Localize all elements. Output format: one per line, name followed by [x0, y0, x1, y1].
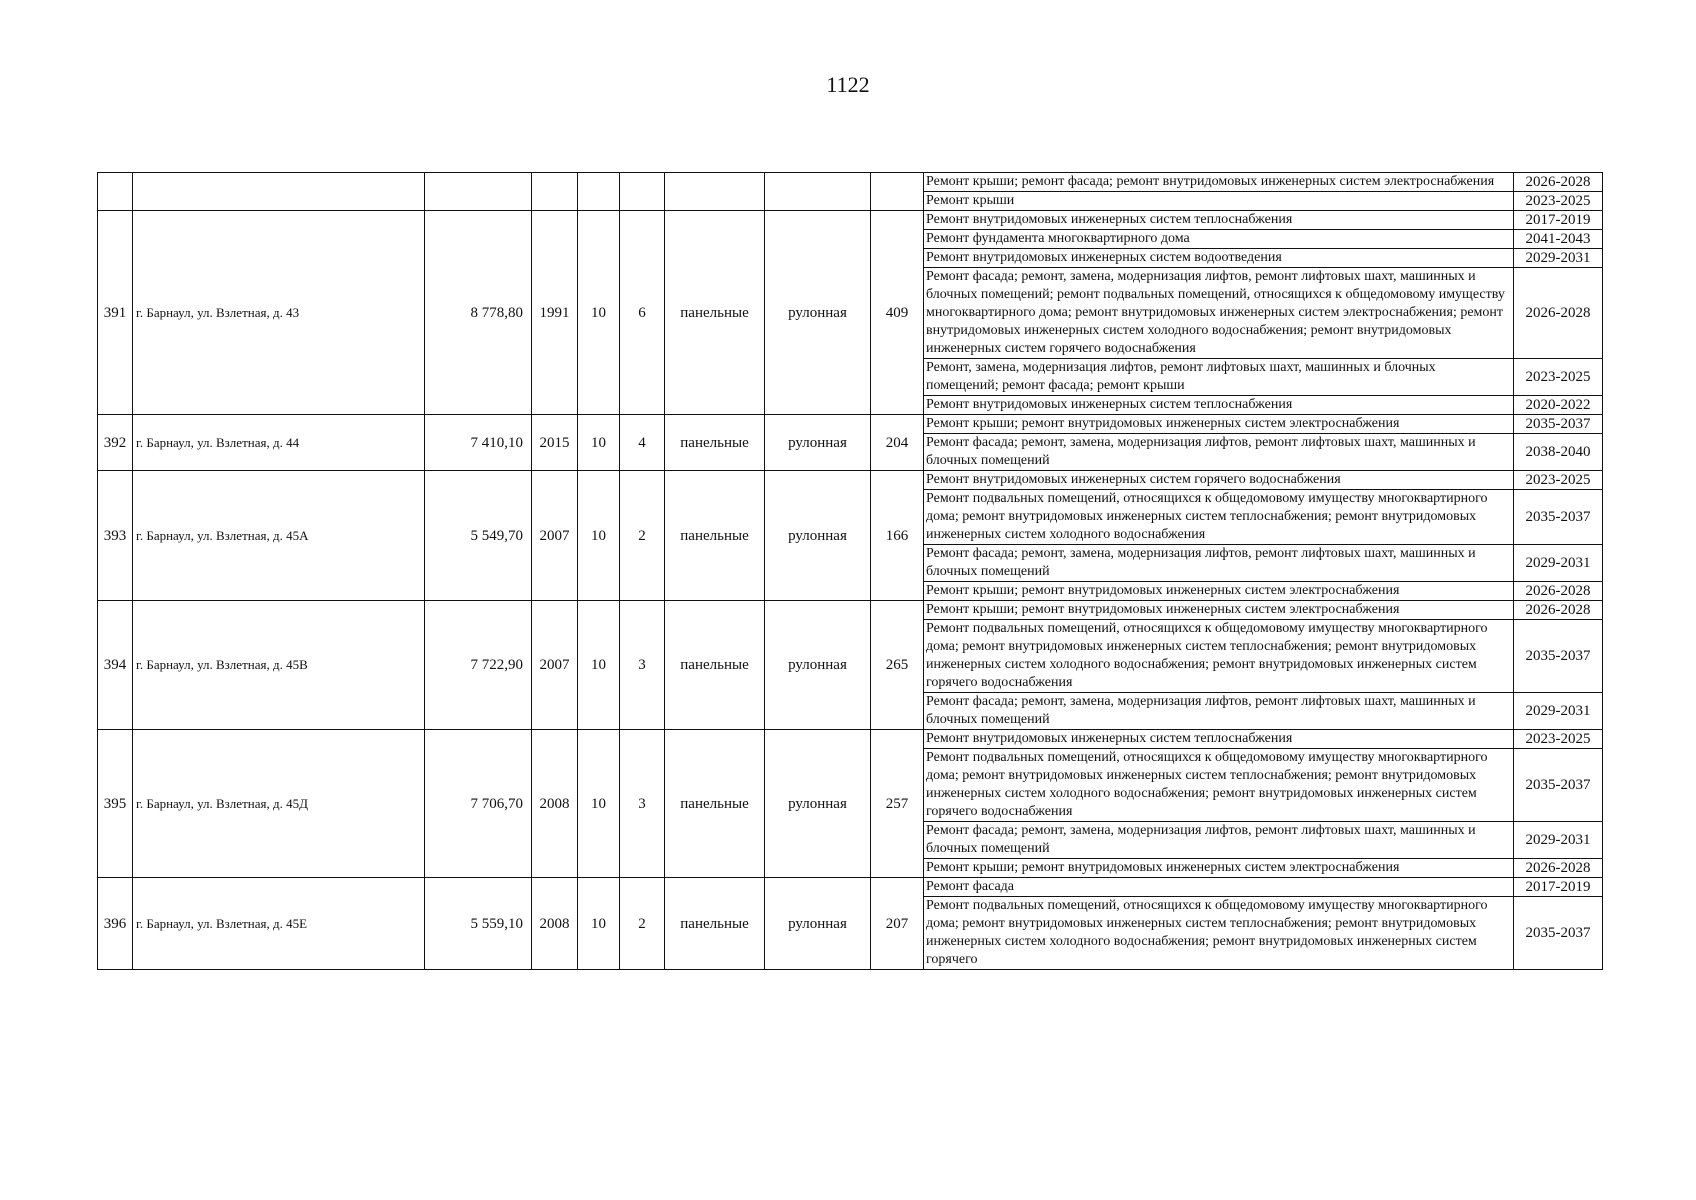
- work-period: 2026-2028: [1514, 601, 1603, 620]
- roof-type: рулонная: [765, 730, 871, 878]
- work-period: 2023-2025: [1514, 471, 1603, 490]
- build-year: 2007: [532, 471, 578, 601]
- address: г. Барнаул, ул. Взлетная, д. 45Д: [133, 730, 425, 878]
- row-number: 391: [98, 211, 133, 415]
- residents-cell: [871, 173, 924, 211]
- work-period: 2026-2028: [1514, 859, 1603, 878]
- roof-cell: [765, 173, 871, 211]
- work-description: Ремонт подвальных помещений, относящихся к общедомовому имуществу многоквартирного дома; ремонт внутридомовых инженерных систем теплоснабжения; ремонт внутридомовых инженерных систем холодного водоснабжения; ремонт внутридомовых инженерных систем горячего: [924, 897, 1514, 970]
- capital-repair-table: [97, 172, 1603, 970]
- work-period: 2029-2031: [1514, 545, 1603, 582]
- work-description: Ремонт крыши; ремонт внутридомовых инженерных систем электроснабжения: [924, 601, 1514, 620]
- work-period: 2023-2025: [1514, 730, 1603, 749]
- entrances-count: 2: [620, 878, 665, 970]
- work-description: Ремонт крыши; ремонт внутридомовых инженерных систем электроснабжения: [924, 859, 1514, 878]
- work-period: 2029-2031: [1514, 693, 1603, 730]
- work-description: Ремонт крыши: [924, 192, 1514, 211]
- work-description: Ремонт внутридомовых инженерных систем теплоснабжения: [924, 211, 1514, 230]
- work-description: Ремонт внутридомовых инженерных систем теплоснабжения: [924, 730, 1514, 749]
- walls-cell: [665, 173, 765, 211]
- work-description: Ремонт фасада; ремонт, замена, модернизация лифтов, ремонт лифтовых шахт, машинных и блочных помещений: [924, 545, 1514, 582]
- address: г. Барнаул, ул. Взлетная, д. 45Е: [133, 878, 425, 970]
- work-period: 2017-2019: [1514, 211, 1603, 230]
- work-period: 2035-2037: [1514, 897, 1603, 970]
- work-description: Ремонт фасада; ремонт, замена, модернизация лифтов, ремонт лифтовых шахт, машинных и блочных помещений: [924, 434, 1514, 471]
- table-row: [98, 601, 1603, 620]
- floors-count: 10: [578, 601, 620, 730]
- build-year: 2007: [532, 601, 578, 730]
- total-area: 7 706,70: [425, 730, 532, 878]
- wall-material: панельные: [665, 211, 765, 415]
- wall-material: панельные: [665, 878, 765, 970]
- work-period: 2035-2037: [1514, 749, 1603, 822]
- residents-count: 166: [871, 471, 924, 601]
- work-period: 2026-2028: [1514, 268, 1603, 359]
- residents-count: 257: [871, 730, 924, 878]
- work-period: 2035-2037: [1514, 620, 1603, 693]
- work-description: Ремонт внутридомовых инженерных систем горячего водоснабжения: [924, 471, 1514, 490]
- floors-count: 10: [578, 211, 620, 415]
- work-description: Ремонт подвальных помещений, относящихся к общедомовому имуществу многоквартирного дома; ремонт внутридомовых инженерных систем теплоснабжения; ремонт внутридомовых инженерных систем холодного водоснабжения: [924, 490, 1514, 545]
- address: г. Барнаул, ул. Взлетная, д. 43: [133, 211, 425, 415]
- work-description: Ремонт крыши; ремонт внутридомовых инженерных систем электроснабжения: [924, 582, 1514, 601]
- work-description: Ремонт фасада: [924, 878, 1514, 897]
- entrances-count: 2: [620, 471, 665, 601]
- entrances-count: 4: [620, 415, 665, 471]
- roof-type: рулонная: [765, 601, 871, 730]
- address: г. Барнаул, ул. Взлетная, д. 45А: [133, 471, 425, 601]
- roof-type: рулонная: [765, 471, 871, 601]
- work-description: Ремонт, замена, модернизация лифтов, ремонт лифтовых шахт, машинных и блочных помещений; ремонт фасада; ремонт крыши: [924, 359, 1514, 396]
- total-area: 7 722,90: [425, 601, 532, 730]
- table-row: [98, 878, 1603, 897]
- wall-material: панельные: [665, 471, 765, 601]
- table-row: [98, 471, 1603, 490]
- row-number: 396: [98, 878, 133, 970]
- floors-count: 10: [578, 730, 620, 878]
- wall-material: панельные: [665, 730, 765, 878]
- row-number: 392: [98, 415, 133, 471]
- wall-material: панельные: [665, 415, 765, 471]
- table-row: [98, 211, 1603, 230]
- work-description: Ремонт фасада; ремонт, замена, модернизация лифтов, ремонт лифтовых шахт, машинных и блочных помещений; ремонт подвальных помещений, относящихся к общедомовому имуществу многоквартирного дома; ремонт внутридомовых инженерных систем электроснабжения; ремонт внутридомовых инженерных систем холодного водоснабжения; ремонт внутридомовых инженерных систем горячего водоснабжения: [924, 268, 1514, 359]
- page-number: 1122: [826, 72, 870, 97]
- residents-count: 409: [871, 211, 924, 415]
- work-period: 2029-2031: [1514, 822, 1603, 859]
- residents-count: 207: [871, 878, 924, 970]
- total-area: 7 410,10: [425, 415, 532, 471]
- build-year: 2008: [532, 878, 578, 970]
- total-area: 5 559,10: [425, 878, 532, 970]
- area-cell: [425, 173, 532, 211]
- roof-type: рулонная: [765, 878, 871, 970]
- build-year: 2008: [532, 730, 578, 878]
- work-period: 2020-2022: [1514, 396, 1603, 415]
- work-period: 2023-2025: [1514, 359, 1603, 396]
- address: г. Барнаул, ул. Взлетная, д. 45В: [133, 601, 425, 730]
- work-period: 2026-2028: [1514, 582, 1603, 601]
- work-description: Ремонт подвальных помещений, относящихся к общедомовому имуществу многоквартирного дома; ремонт внутридомовых инженерных систем теплоснабжения; ремонт внутридомовых инженерных систем холодного водоснабжения; ремонт внутридомовых инженерных систем горячего водоснабжения: [924, 749, 1514, 822]
- total-area: 5 549,70: [425, 471, 532, 601]
- work-period: 2029-2031: [1514, 249, 1603, 268]
- work-period: 2023-2025: [1514, 192, 1603, 211]
- floors-count: 10: [578, 415, 620, 471]
- floors-cell: [578, 173, 620, 211]
- roof-type: рулонная: [765, 415, 871, 471]
- floors-count: 10: [578, 471, 620, 601]
- entrances-cell: [620, 173, 665, 211]
- work-description: Ремонт фасада; ремонт, замена, модернизация лифтов, ремонт лифтовых шахт, машинных и блочных помещений: [924, 693, 1514, 730]
- work-period: 2017-2019: [1514, 878, 1603, 897]
- entrances-count: 6: [620, 211, 665, 415]
- year-cell: [532, 173, 578, 211]
- work-period: 2041-2043: [1514, 230, 1603, 249]
- table-body: [98, 173, 1603, 970]
- work-period: 2026-2028: [1514, 173, 1603, 192]
- work-description: Ремонт подвальных помещений, относящихся к общедомовому имуществу многоквартирного дома; ремонт внутридомовых инженерных систем теплоснабжения; ремонт внутридомовых инженерных систем холодного водоснабжения; ремонт внутридомовых инженерных систем горячего водоснабжения: [924, 620, 1514, 693]
- work-period: 2038-2040: [1514, 434, 1603, 471]
- address-cell: [133, 173, 425, 211]
- residents-count: 265: [871, 601, 924, 730]
- build-year: 2015: [532, 415, 578, 471]
- work-description: Ремонт внутридомовых инженерных систем теплоснабжения: [924, 396, 1514, 415]
- work-description: Ремонт фундамента многоквартирного дома: [924, 230, 1514, 249]
- work-description: Ремонт крыши; ремонт фасада; ремонт внутридомовых инженерных систем электроснабжения: [924, 173, 1514, 192]
- row-number: 395: [98, 730, 133, 878]
- work-description: Ремонт крыши; ремонт внутридомовых инженерных систем электроснабжения: [924, 415, 1514, 434]
- work-description: Ремонт фасада; ремонт, замена, модернизация лифтов, ремонт лифтовых шахт, машинных и блочных помещений: [924, 822, 1514, 859]
- entrances-count: 3: [620, 730, 665, 878]
- build-year: 1991: [532, 211, 578, 415]
- entrances-count: 3: [620, 601, 665, 730]
- address: г. Барнаул, ул. Взлетная, д. 44: [133, 415, 425, 471]
- table-row: [98, 415, 1603, 434]
- work-period: 2035-2037: [1514, 490, 1603, 545]
- row-number: 393: [98, 471, 133, 601]
- no-cell: [98, 173, 133, 211]
- table-row: [98, 730, 1603, 749]
- total-area: 8 778,80: [425, 211, 532, 415]
- floors-count: 10: [578, 878, 620, 970]
- wall-material: панельные: [665, 601, 765, 730]
- table-row: [98, 173, 1603, 192]
- residents-count: 204: [871, 415, 924, 471]
- roof-type: рулонная: [765, 211, 871, 415]
- work-description: Ремонт внутридомовых инженерных систем водоотведения: [924, 249, 1514, 268]
- work-period: 2035-2037: [1514, 415, 1603, 434]
- row-number: 394: [98, 601, 133, 730]
